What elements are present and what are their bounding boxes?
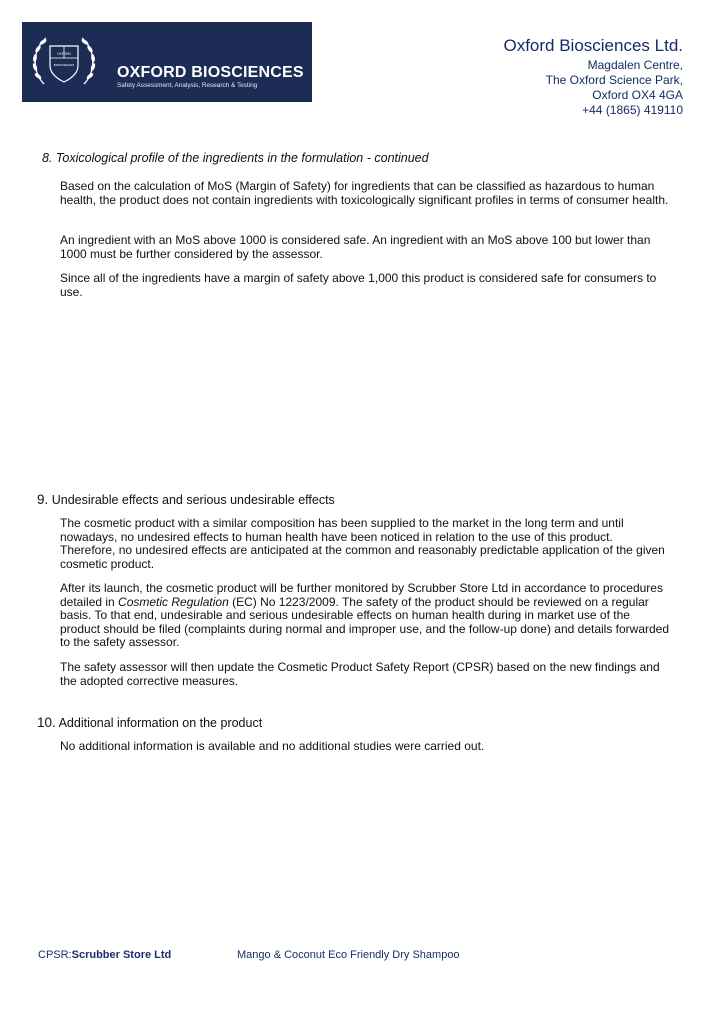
section-9-paragraph: The cosmetic product with a similar composition has been supplied to the market in the long term and until nowadays, no undesired effects to human health have been noticed in relation to the use of this product. Therefore, no undesired effects are anticipated at the common and reasonably predictable application of the given cosmetic product. bbox=[60, 516, 665, 571]
section-10-paragraph: No additional information is available and no additional studies were carried out. bbox=[60, 739, 485, 753]
logo-brand-name: OXFORD BIOSCIENCES bbox=[117, 64, 304, 81]
footer-label: CPSR: bbox=[38, 949, 72, 961]
section-number: 9. bbox=[37, 492, 49, 507]
company-name: Oxford Biosciences Ltd. bbox=[503, 36, 683, 55]
section-8-paragraph: An ingredient with an MoS above 1000 is considered safe. An ingredient with an MoS above 100 but lower than 1000 must be further considered by the assessor. bbox=[60, 233, 651, 261]
phone-number: +44 (1865) 419110 bbox=[582, 103, 683, 117]
section-9-paragraph: The safety assessor will then update the Cosmetic Product Safety Report (CPSR) based on the new findings and the adopted corrective measures. bbox=[60, 660, 660, 688]
company-logo bbox=[22, 22, 312, 102]
text-run: After its launch, the cosmetic product will be further monitored by Scrubber Store Ltd in accordance to procedures detailed in bbox=[60, 581, 663, 609]
logo-tagline: Safety Assessment, Analysis, Research & Testing bbox=[117, 82, 258, 89]
company-address-block bbox=[503, 36, 683, 118]
section-8-paragraph: Based on the calculation of MoS (Margin of Safety) for ingredients that can be classified as hazardous to human health, the product does not contain ingredients with toxicologically significant profiles in terms of consumer health. bbox=[60, 179, 669, 207]
section-number: 10. bbox=[37, 715, 56, 730]
text-run: (EC) No 1223/2009. The safety of the product should be reviewed on a regular basis. To that end, undesirable and serious undesirable effects on human health during in market use of the product should be filed (complaints during normal and improper use, and the follow-up done) and details forwarded to the safety assessor. bbox=[60, 594, 670, 649]
section-8-paragraph: Since all of the ingredients have a margin of safety above 1,000 this product is considered safe for consumers to use. bbox=[60, 271, 657, 299]
regulation-name: Cosmetic Regulation bbox=[118, 594, 229, 609]
footer-client: Scrubber Store Ltd bbox=[71, 949, 172, 961]
laurel-seal-icon bbox=[26, 26, 102, 98]
address-line: The Oxford Science Park, bbox=[545, 73, 683, 87]
section-8-title: 8. Toxicological profile of the ingredients in the formulation - continued bbox=[42, 151, 429, 165]
section-heading: Undesirable effects and serious undesirable effects bbox=[51, 493, 335, 507]
address-line: Magdalen Centre, bbox=[587, 58, 683, 72]
section-10-title bbox=[37, 715, 262, 730]
address-line: Oxford OX4 4GA bbox=[592, 88, 683, 102]
svg-text:BIOSCIENCES: BIOSCIENCES bbox=[53, 63, 75, 67]
footer-product-name: Mango & Coconut Eco Friendly Dry Shampoo bbox=[237, 949, 460, 961]
svg-text:OXFORD: OXFORD bbox=[57, 52, 71, 56]
section-9-title bbox=[37, 492, 335, 507]
section-heading: Additional information on the product bbox=[58, 716, 263, 730]
section-9-paragraph bbox=[60, 582, 670, 650]
page-footer bbox=[38, 949, 460, 961]
